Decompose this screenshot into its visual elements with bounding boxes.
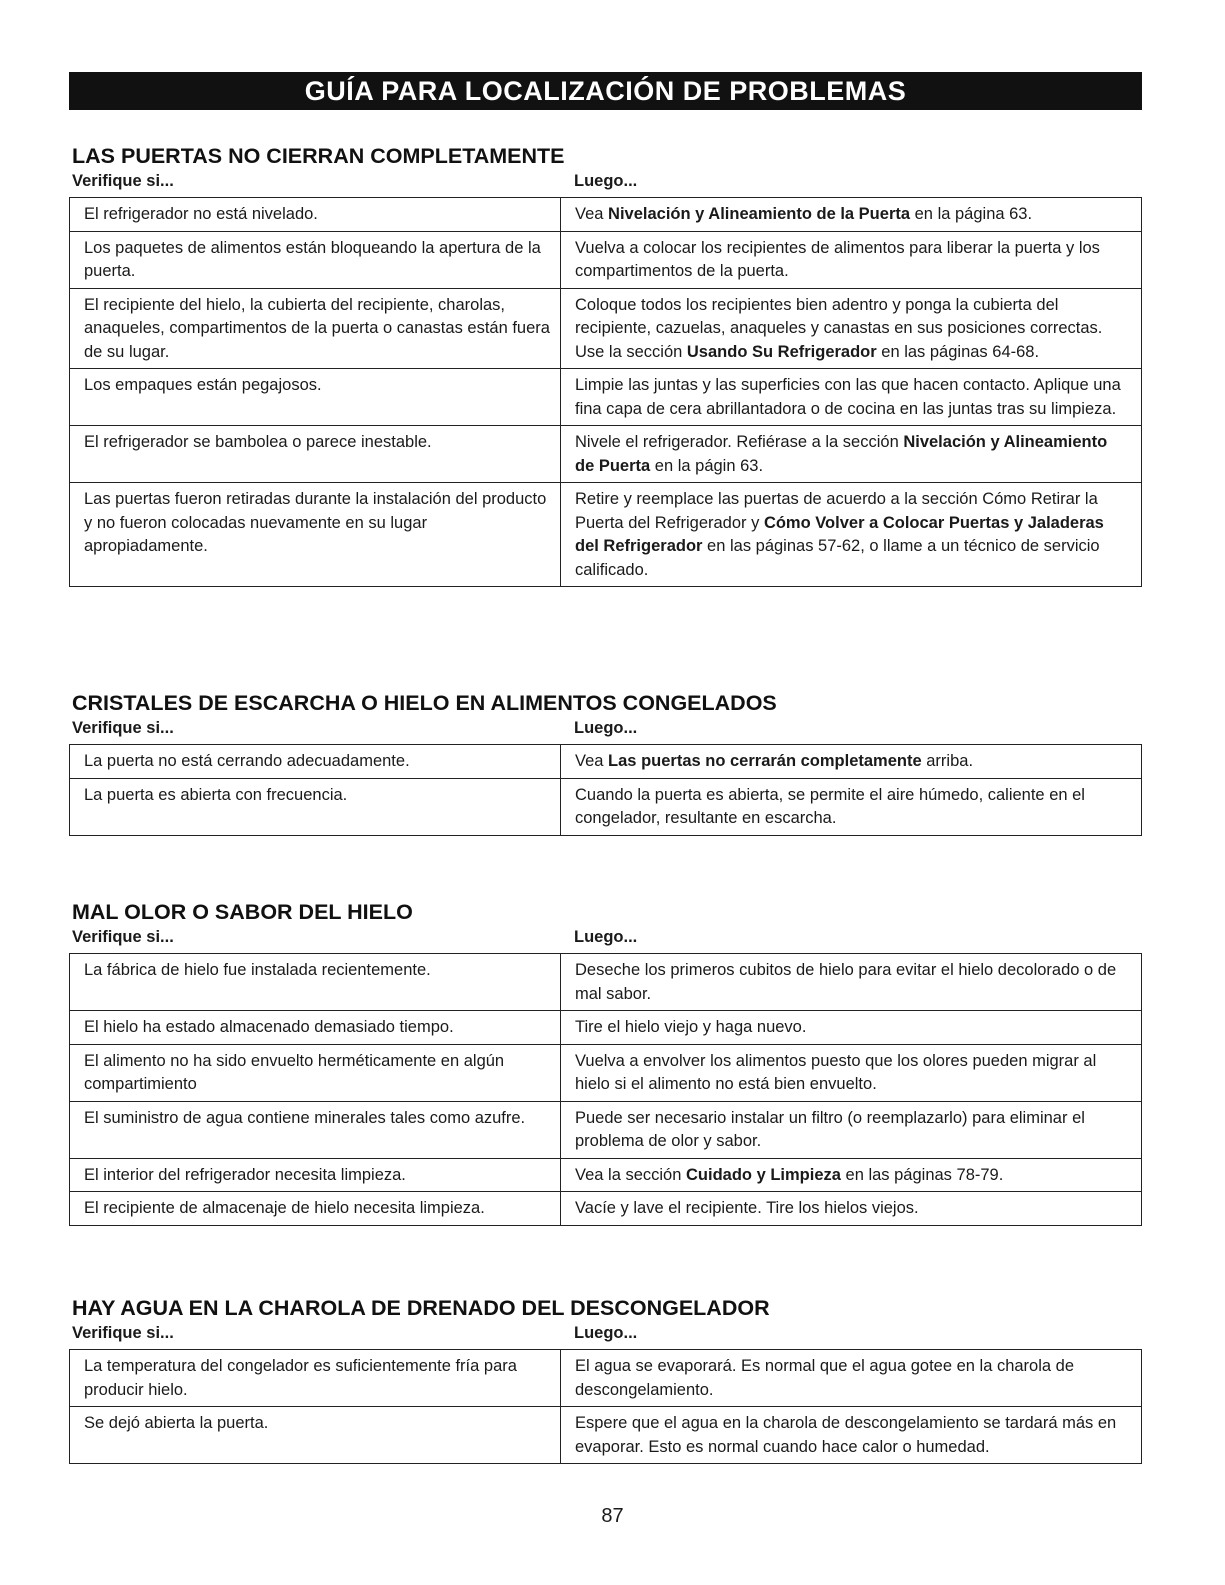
then-column-header: Luego...	[574, 1324, 638, 1342]
table-row	[70, 426, 1142, 483]
text-run: Vuelva a envolver los alimentos puesto que los olores pueden migrar al hielo si el alimento no está bien envuelto.	[575, 1051, 1097, 1093]
check-cell: El recipiente del hielo, la cubierta del recipiente, charolas, anaqueles, compartimentos de la puerta o canastas están fuera de su lugar.	[70, 288, 561, 369]
text-run: Limpie las juntas y las superficies con las que hacen contacto. Aplique una fina capa de cera abrillantadora o de cocina en las juntas tras su limpieza.	[575, 376, 1121, 418]
then-cell	[561, 954, 1142, 1011]
text-run: Retire y reemplace las puertas de acuerdo a la sección Cómo Retirar la Puerta del Refrigerador y	[575, 490, 1098, 532]
then-cell	[561, 1192, 1142, 1226]
then-cell	[561, 1011, 1142, 1045]
then-cell	[561, 288, 1142, 369]
text-run: Espere que el agua en la charola de descongelamiento se tardará más en evaporar. Esto es normal cuando hace calor o humedad.	[575, 1414, 1117, 1456]
troubleshooting-table	[69, 953, 1142, 1226]
section-drain-pan-water	[69, 1295, 1142, 1464]
text-run: Coloque todos los recipientes bien adentro y ponga la cubierta del recipiente, cazuelas, anaqueles y canastas en sus posiciones correctas. Use la sección	[575, 295, 1103, 361]
check-column-header: Verifique si...	[72, 719, 174, 737]
check-cell: Los empaques están pegajosos.	[70, 369, 561, 426]
reference-bold: Cómo Volver a Colocar Puertas y Jaladeras del Refrigerador	[575, 513, 1104, 555]
then-cell	[561, 1044, 1142, 1101]
then-cell	[561, 231, 1142, 288]
then-column-header: Luego...	[574, 719, 638, 737]
table-row	[70, 954, 1142, 1011]
table-row	[70, 1192, 1142, 1226]
text-run: Nivele el refrigerador. Refiérase a la sección	[575, 433, 904, 451]
section-ice-odor-taste	[69, 899, 1142, 1226]
check-column-header: Verifique si...	[72, 1324, 174, 1342]
column-headers	[69, 169, 1142, 193]
check-cell: Los paquetes de alimentos están bloqueando la apertura de la puerta.	[70, 231, 561, 288]
check-cell: El recipiente de almacenaje de hielo necesita limpieza.	[70, 1192, 561, 1226]
text-run: en la págin 63.	[650, 456, 764, 475]
text-run: Vea	[575, 752, 609, 770]
check-cell: La temperatura del congelador es suficientemente fría para producir hielo.	[70, 1350, 561, 1407]
reference-bold: Nivelación y Alineamiento de Puerta	[575, 433, 1108, 475]
table-row	[70, 1407, 1142, 1464]
then-column-header: Luego...	[574, 928, 638, 946]
table-row	[70, 1101, 1142, 1158]
then-cell	[561, 426, 1142, 483]
text-run: Vacíe y lave el recipiente. Tire los hielos viejos.	[575, 1199, 919, 1217]
text-run: arriba.	[921, 752, 974, 770]
reference-bold: Usando Su Refrigerador	[686, 342, 877, 361]
check-cell: El refrigerador no está nivelado.	[70, 198, 561, 232]
reference-bold: Cuidado y Limpieza	[686, 1165, 841, 1184]
page-number: 87	[601, 1505, 624, 1527]
table-row	[70, 369, 1142, 426]
then-cell	[561, 1407, 1142, 1464]
text-run: en las páginas 78-79.	[840, 1165, 1004, 1184]
table-row	[70, 745, 1142, 779]
troubleshooting-table	[69, 1349, 1142, 1464]
reference-bold: Las puertas no cerrarán completamente	[608, 752, 922, 770]
column-headers	[69, 925, 1142, 949]
reference-bold: Nivelación y Alineamiento de la Puerta	[608, 205, 911, 223]
troubleshooting-table	[69, 744, 1142, 836]
check-column-header: Verifique si...	[72, 172, 174, 190]
text-run: en las páginas 57-62, o llame a un técnico de servicio calificado.	[575, 537, 1100, 579]
section-title: CRISTALES DE ESCARCHA O HIELO EN ALIMENTOS CONGELADOS	[72, 691, 777, 715]
table-row	[70, 231, 1142, 288]
check-cell: El suministro de agua contiene minerales tales como azufre.	[70, 1101, 561, 1158]
section-title: LAS PUERTAS NO CIERRAN COMPLETAMENTE	[72, 144, 565, 168]
then-column-header: Luego...	[574, 172, 638, 190]
then-cell	[561, 1158, 1142, 1192]
check-column-header: Verifique si...	[72, 928, 174, 946]
section-doors-not-closing	[69, 143, 1142, 587]
then-cell	[561, 778, 1142, 835]
then-cell	[561, 1101, 1142, 1158]
text-run: Vuelva a colocar los recipientes de alimentos para liberar la puerta y los compartimentos de la puerta.	[575, 238, 1100, 280]
check-cell: La fábrica de hielo fue instalada recientemente.	[70, 954, 561, 1011]
text-run: Deseche los primeros cubitos de hielo para evitar el hielo decolorado o de mal sabor.	[575, 961, 1117, 1003]
table-row	[70, 1350, 1142, 1407]
section-frost-crystals	[69, 690, 1142, 836]
column-headers	[69, 1321, 1142, 1345]
section-title: MAL OLOR O SABOR DEL HIELO	[72, 900, 413, 924]
text-run: El agua se evaporará. Es normal que el agua gotee en la charola de descongelamiento.	[575, 1357, 1075, 1399]
column-headers	[69, 716, 1142, 740]
check-cell: El hielo ha estado almacenado demasiado tiempo.	[70, 1011, 561, 1045]
table-row	[70, 778, 1142, 835]
table-row	[70, 198, 1142, 232]
table-row	[70, 1158, 1142, 1192]
table-row	[70, 1044, 1142, 1101]
check-cell: El alimento no ha sido envuelto herméticamente en algún compartimiento	[70, 1044, 561, 1101]
text-run: Vea	[575, 205, 609, 223]
troubleshooting-table	[69, 197, 1142, 587]
check-cell: Las puertas fueron retiradas durante la instalación del producto y no fueron colocadas nuevamente en su lugar apropiadamente.	[70, 483, 561, 587]
check-cell: El interior del refrigerador necesita limpieza.	[70, 1158, 561, 1192]
check-cell: La puerta no está cerrando adecuadamente.	[70, 745, 561, 779]
text-run: en las páginas 64-68.	[876, 342, 1040, 361]
text-run: Puede ser necesario instalar un filtro (o reemplazarlo) para eliminar el problema de olor y sabor.	[575, 1108, 1085, 1150]
then-cell	[561, 369, 1142, 426]
then-cell	[561, 483, 1142, 587]
text-run: Tire el hielo viejo y haga nuevo.	[575, 1018, 807, 1036]
then-cell	[561, 198, 1142, 232]
then-cell	[561, 745, 1142, 779]
then-cell	[561, 1350, 1142, 1407]
table-row	[70, 288, 1142, 369]
check-cell: El refrigerador se bambolea o parece inestable.	[70, 426, 561, 483]
table-row	[70, 483, 1142, 587]
text-run: Cuando la puerta es abierta, se permite el aire húmedo, caliente en el congelador, resultante en escarcha.	[575, 785, 1085, 827]
page-banner: GUÍA PARA LOCALIZACIÓN DE PROBLEMAS	[69, 72, 1142, 110]
section-title: HAY AGUA EN LA CHAROLA DE DRENADO DEL DESCONGELADOR	[72, 1296, 770, 1320]
text-run: Vea la sección	[575, 1165, 686, 1184]
text-run: en la página 63.	[910, 205, 1033, 223]
check-cell: Se dejó abierta la puerta.	[70, 1407, 561, 1464]
check-cell: La puerta es abierta con frecuencia.	[70, 778, 561, 835]
table-row	[70, 1011, 1142, 1045]
